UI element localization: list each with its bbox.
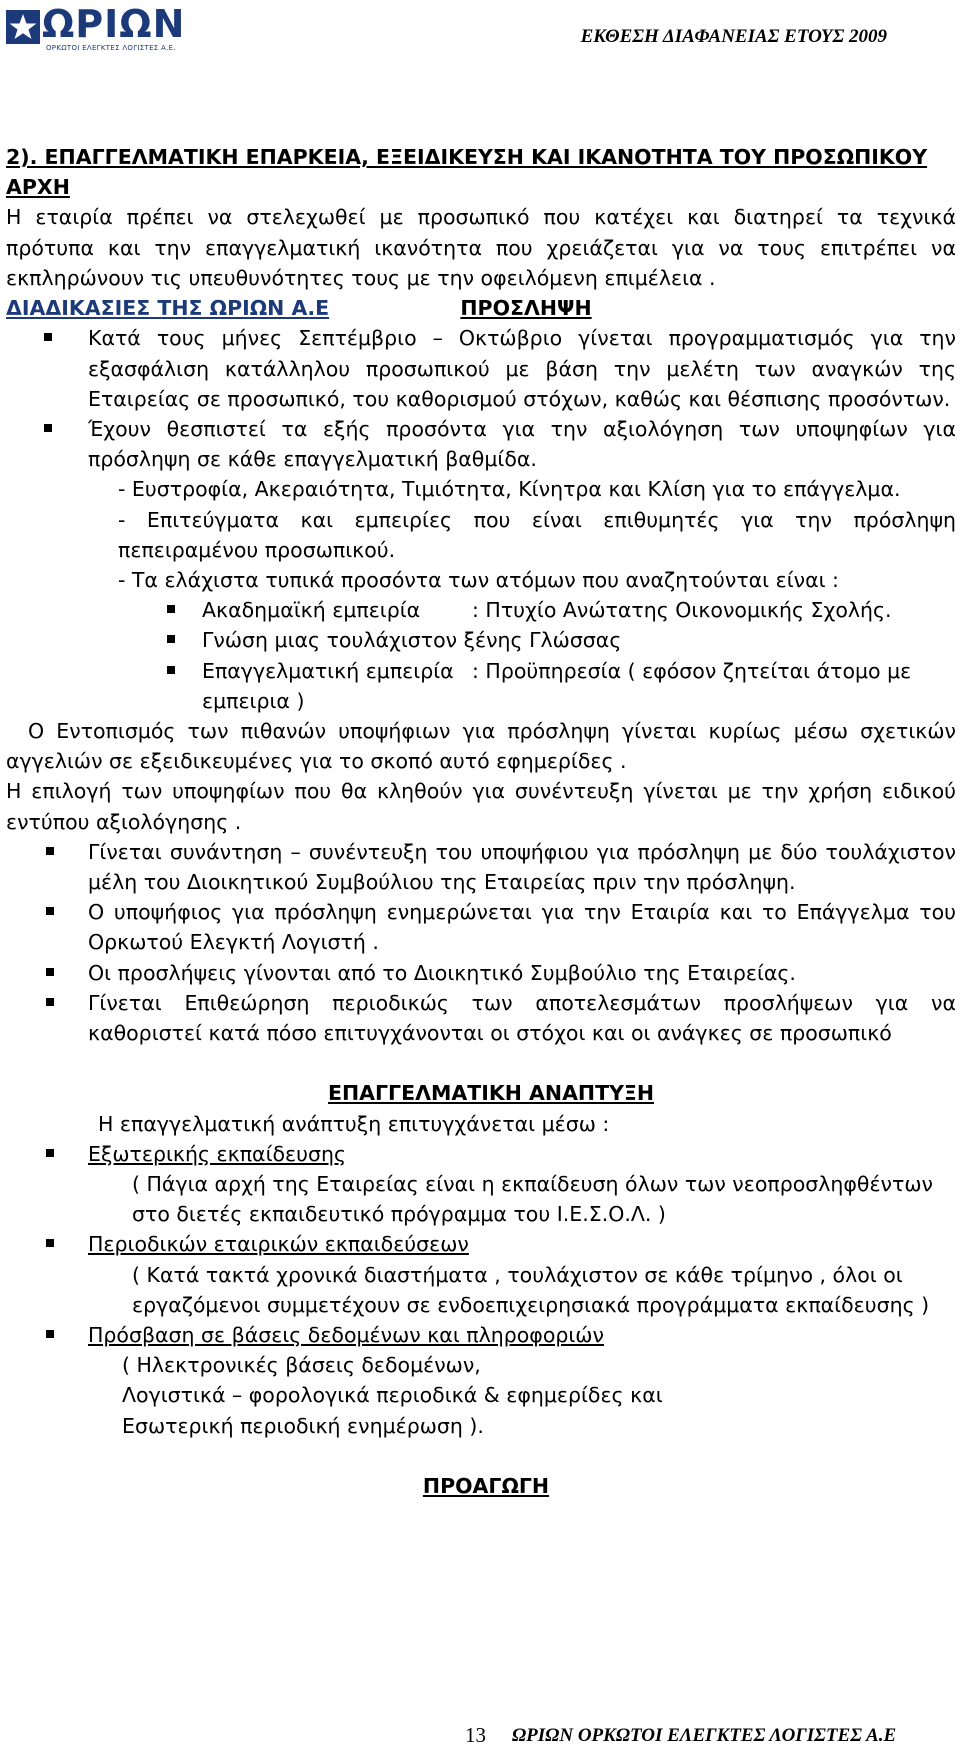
list-item-text: ( Ηλεκτρονικές βάσεις δεδομένων, [122, 1353, 481, 1378]
list-item-text: Γίνεται Επιθεώρηση περιοδικώς των αποτελεσμάτων προσλήψεων για να καθοριστεί κατά πόσο επιτυγχάνονται οι στόχοι και οι ανάγκες σε προσωπικό [88, 990, 956, 1046]
list-item-text: Ο υποψήφιος για πρόσληψη ενημερώνεται για την Εταιρία και το Επάγγελμα του Ορκωτού Ελεγκτή Λογιστή . [88, 900, 956, 955]
promotion-title: ΠΡΟΑΓΩΓΗ [422, 1473, 550, 1498]
bullet-icon [46, 1330, 54, 1338]
list-item [6, 958, 956, 988]
list-item [6, 625, 956, 655]
list-item [6, 323, 956, 414]
bullet-icon [46, 1239, 54, 1247]
list-item-title: Εξωτερικής εκπαίδευσης [88, 1141, 347, 1166]
list-item [6, 1229, 956, 1259]
section-heading: 2). ΕΠΑΓΓΕΛΜΑΤΙΚΗ ΕΠΑΡΚΕΙΑ, ΕΞΕΙΔΙΚΕΥΣΗ ΚΑΙ ΙΚΑΝΟΤΗΤΑ ΤΟΥ ΠΡΟΣΩΠΙΚΟΥ [6, 145, 928, 169]
list-item [6, 1139, 956, 1169]
page-header [0, 0, 960, 70]
bullet-icon [167, 666, 175, 674]
list-item-text: ( Κατά τακτά χρονικά διαστήματα , τουλάχιστον σε κάθε τρίμηνο , όλοι οι εργαζόμενοι συμμετέχουν σε ενδοεπιχειρησιακά προγράμματα εκπαίδευσης ) [132, 1262, 930, 1317]
logo-subtitle: ΟΡΚΩΤΟΙ ΕΛΕΓΚΤΕΣ ΛΟΓΙΣΤΕΣ Α.Ε. [46, 44, 176, 52]
procedures-label: ΔΙΑΔΙΚΑΣΙΕΣ ΤΗΣ ΩΡΙΩΝ Α.Ε [6, 296, 330, 321]
list-item [6, 1320, 956, 1350]
list-item [6, 595, 956, 625]
list-item-value: : Προϋπηρεσία ( εφόσον ζητείται άτομο με εμπειρια ) [202, 658, 912, 713]
list-item: - Ευστροφία, Ακεραιότητα, Τιμιότητα, Κίνητρα και Κλίση για το επάγγελμα. [118, 477, 901, 502]
bullet-icon [44, 333, 52, 341]
principle-text: Η εταιρία πρέπει να στελεχωθεί με προσωπικό που κατέχει και διατηρεί τα τεχνικά πρότυπα και την επαγγελματική ικανότητα που χρειάζεται για να τους επιτρέπει να εκπληρώνουν τις υπευθυνότητες τους με την οφειλόμενη επιμέλεια . [6, 205, 956, 290]
company-logo [6, 2, 196, 54]
paragraph: Ο Εντοπισμός των πιθανών υποψήφιων για πρόσληψη γίνεται κυρίως μέσω σχετικών αγγελιών σε εξειδικευμένες για το σκοπό αυτό εφημερίδες . [6, 719, 956, 774]
page-footer [0, 1717, 960, 1752]
list-item-text: Γνώση μιας τουλάχιστον ξένης Γλώσσας [202, 628, 622, 653]
development-intro: Η επαγγελματική ανάπτυξη επιτυγχάνεται μέσω : [98, 1111, 610, 1136]
list-item-text: Γίνεται συνάντηση – συνέντευξη του υποψήφιου για πρόσληψη με δύο τουλάχιστον μέλη του Διοικητικού Συμβούλιου της Εταιρείας πριν την πρόσληψη. [88, 839, 956, 895]
bullet-icon [46, 968, 54, 976]
list-item-label: Επαγγελματική εμπειρία [202, 658, 454, 683]
list-item-text: Οι προσλήψεις γίνονται από το Διοικητικό Συμβούλιο της Εταιρείας. [88, 960, 796, 985]
development-title: ΕΠΑΓΓΕΛΜΑΤΙΚΗ ΑΝΑΠΤΥΞΗ [327, 1081, 655, 1106]
principle-label: ΑΡΧΗ [6, 175, 70, 200]
bullet-icon [46, 1149, 54, 1157]
list-item-title: Περιοδικών εταιρικών εκπαιδεύσεων [88, 1232, 469, 1257]
list-item-text: ( Πάγια αρχή της Εταιρείας είναι η εκπαίδευση όλων των νεοπροσληφθέντων στο διετές εκπαιδευτικό πρόγραμμα του Ι.Ε.Σ.Ο.Λ. ) [132, 1171, 933, 1227]
bullet-icon [46, 907, 54, 915]
document-body [6, 142, 956, 1501]
paragraph: Η επιλογή των υποψηφίων που θα κληθούν για συνέντευξη γίνεται με την χρήση ειδικού εντύπου αξιολόγησης . [6, 779, 956, 834]
list-item: - Τα ελάχιστα τυπικά προσόντα των ατόμων που αναζητούνται είναι : [118, 568, 839, 593]
bullet-icon [44, 424, 52, 432]
list-item [6, 988, 956, 1048]
report-title: ΕΚΘΕΣΗ ΔΙΑΦΑΝΕΙΑΣ ΕΤΟΥΣ 2009 [580, 26, 887, 47]
page-number: 13 [465, 1723, 486, 1747]
hiring-title: ΠΡΟΣΛΗΨΗ [460, 296, 592, 321]
list-item [6, 837, 956, 897]
list-item [6, 656, 956, 716]
footer-company-name: ΩΡΙΩΝ ΟΡΚΩΤΟΙ ΕΛΕΓΚΤΕΣ ΛΟΓΙΣΤΕΣ Α.Ε [512, 1725, 897, 1746]
list-item-title: Πρόσβαση σε βάσεις δεδομένων και πληροφοριών [88, 1322, 604, 1347]
bullet-icon [46, 847, 54, 855]
list-item-label: Ακαδημαϊκή εμπειρία [202, 598, 421, 623]
list-item-text: Εσωτερική περιοδική ενημέρωση ). [122, 1413, 484, 1438]
list-item [6, 897, 956, 957]
bullet-icon [167, 605, 175, 613]
logo-wordmark: ΩΡΙΩΝ [42, 2, 186, 46]
list-item-value: : Πτυχίο Ανώτατης Οικονομικής Σχολής. [472, 598, 892, 623]
list-item: - Επιτεύγματα και εμπειρίες που είναι επιθυμητές για την πρόσληψη πεπειραμένου προσωπικού. [118, 507, 956, 562]
bullet-icon [167, 635, 175, 643]
star-icon [6, 10, 40, 44]
list-item-text: Λογιστικά – φορολογικά περιοδικά & εφημερίδες και [122, 1383, 663, 1408]
list-item-text: Έχουν θεσπιστεί τα εξής προσόντα για την αξιολόγηση των υποψηφίων για πρόσληψη σε κάθε επαγγελματική βαθμίδα. [88, 417, 956, 472]
list-item [6, 414, 956, 474]
list-item-text: Κατά τους μήνες Σεπτέμβριο – Οκτώβριο γίνεται προγραμματισμός για την εξασφάλιση κατάλληλου προσωπικού με βάση την μελέτη των αναγκών της Εταιρείας σε προσωπικό, του καθορισμού στόχων, καθώς και θέσπισης προσόντων. [88, 326, 956, 411]
bullet-icon [46, 998, 54, 1006]
